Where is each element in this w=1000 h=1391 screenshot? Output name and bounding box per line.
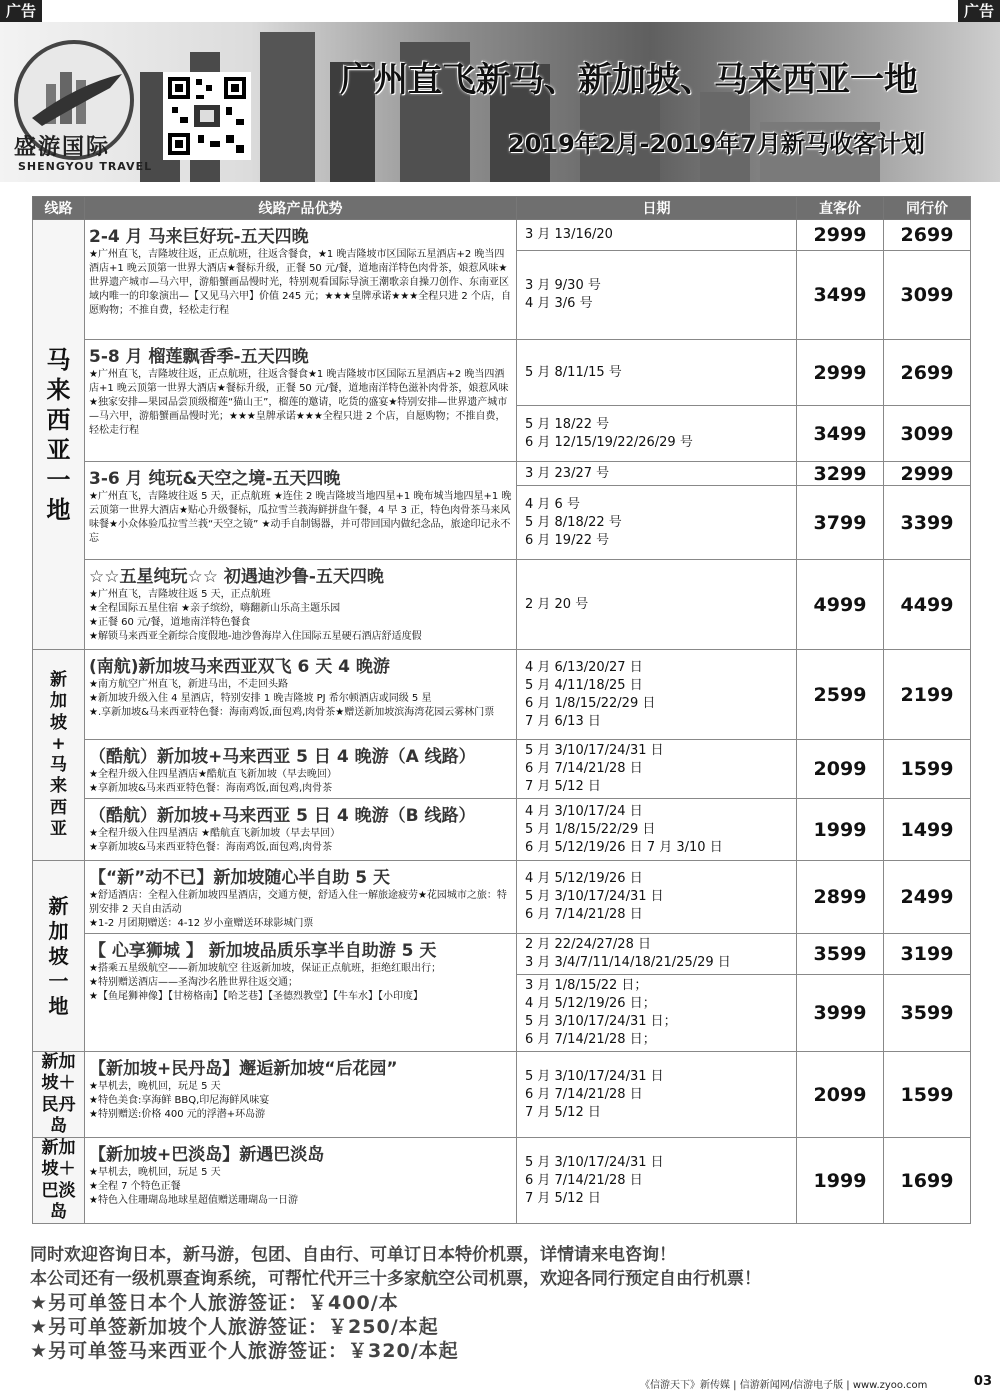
footer-line-5: ★另可单签马来西亚个人旅游签证：￥320/本起 bbox=[30, 1340, 459, 1362]
direct-price: 4999 bbox=[797, 560, 884, 650]
col-date-header: 日期 bbox=[517, 197, 797, 220]
date-cell: 4 月 6/13/20/27 日 5 月 4/11/18/25 日 6 月 1/8/15/22/29 日 7 月 6/13 日 bbox=[517, 650, 797, 740]
direct-price: 3299 bbox=[797, 462, 884, 486]
product-title: （酷航）新加坡+马来西亚 5 日 4 晚游（A 线路） bbox=[89, 747, 476, 767]
footer-notes bbox=[30, 1243, 980, 1363]
peer-price: 1499 bbox=[884, 799, 971, 861]
product-title: ☆☆五星纯玩☆☆ 初遇迪沙鲁-五天四晚 bbox=[89, 567, 384, 587]
product-description: ★早机去，晚机回，玩足 5 天 ★全程 7 个特色正餐 ★特色入住珊瑚岛地球星超值赠送珊瑚岛一日游 bbox=[89, 1167, 298, 1206]
logo-text-en: SHENGYOU TRAVEL bbox=[18, 160, 153, 173]
direct-price: 2099 bbox=[797, 1052, 884, 1138]
direct-price: 2999 bbox=[797, 220, 884, 251]
peer-price: 1599 bbox=[884, 1052, 971, 1138]
product-cell bbox=[85, 861, 517, 934]
route-singapore: 新 加 坡 一 地 bbox=[33, 861, 85, 1052]
product-title: （酷航）新加坡+马来西亚 5 日 4 晚游（B 线路） bbox=[89, 806, 476, 826]
peer-price: 4499 bbox=[884, 560, 971, 650]
product-title: 【 心享狮城 】 新加坡品质乐享半自助游 5 天 bbox=[89, 941, 437, 961]
date-cell: 4 月 5/12/19/26 日 5 月 3/10/17/24/31 日 6 月 7/14/21/28 日 bbox=[517, 861, 797, 934]
direct-price: 2599 bbox=[797, 650, 884, 740]
peer-price: 3399 bbox=[884, 486, 971, 560]
col-direct-price-header: 直客价 bbox=[797, 197, 884, 220]
date-cell: 5 月 3/10/17/24/31 日 6 月 7/14/21/28 日 7 月 5/12 日 bbox=[517, 1138, 797, 1224]
page-number: 03 bbox=[973, 1374, 992, 1389]
direct-price: 2999 bbox=[797, 340, 884, 406]
header-banner bbox=[0, 22, 1000, 182]
product-cell bbox=[85, 462, 517, 560]
logo-text-cn: 盛游国际 bbox=[14, 135, 111, 160]
route-sg-batam: 新加 坡＋ 巴淡 岛 bbox=[33, 1138, 85, 1224]
product-cell bbox=[85, 650, 517, 740]
itinerary-table-wrapper bbox=[32, 196, 970, 1224]
product-description: ★广州直飞，吉隆坡往返 5 天，正点航班 ★全程国际五星住宿 ★亲子缤纷，嗨翻新山乐高主题乐园 ★正餐 60 元/餐，道地南洋特色餐食 ★解锁马来西亚全新综合度假地-迪沙鲁海岸入住国际五星硬石酒店舒适度假 bbox=[89, 589, 422, 642]
peer-price: 2999 bbox=[884, 462, 971, 486]
table-row bbox=[33, 861, 971, 934]
direct-price: 1999 bbox=[797, 1138, 884, 1224]
product-cell bbox=[85, 799, 517, 861]
page-subtitle: 2019年2月-2019年7月新马收客计划 bbox=[508, 130, 925, 158]
direct-price: 3999 bbox=[797, 975, 884, 1052]
ad-label-right: 广告 bbox=[958, 0, 1000, 22]
product-title: 【新加坡+民丹岛】邂逅新加坡“后花园” bbox=[89, 1059, 398, 1079]
date-cell: 5 月 18/22 号 6 月 12/15/19/22/26/29 号 bbox=[517, 406, 797, 462]
qr-code bbox=[163, 72, 251, 160]
table-row bbox=[33, 560, 971, 650]
direct-price: 3799 bbox=[797, 486, 884, 560]
product-title: 【新加坡+巴淡岛】新遇巴淡岛 bbox=[89, 1145, 325, 1165]
route-malaysia: 马 来 西 亚 一 地 bbox=[33, 220, 85, 650]
table-row bbox=[33, 1138, 971, 1224]
product-title: 5-8 月 榴莲飘香季-五天四晚 bbox=[89, 347, 309, 367]
direct-price: 3499 bbox=[797, 251, 884, 340]
peer-price: 3099 bbox=[884, 251, 971, 340]
date-cell: 3 月 23/27 号 bbox=[517, 462, 797, 486]
direct-price: 3499 bbox=[797, 406, 884, 462]
peer-price: 3199 bbox=[884, 934, 971, 975]
product-description: ★广州直飞，吉隆坡往返 5 天，正点航班 ★连住 2 晚吉隆坡当地四星+1 晚布城当地四星+1 晚云顶第一世界大酒店★贴心升级餐标，瓜拉雪兰莪海鲜拼盘午餐，4 早 3 正，特色肉骨茶马来风味餐★小众体验瓜拉雪兰莪“天空之镜” ★动手自制锡器，并可带回国内做纪念品，旅途印记永不忘 bbox=[89, 491, 512, 544]
publisher-line: 《信游天下》新传媒 | 信游新闻网/信游电子版 | www.zyoo.com bbox=[640, 1380, 928, 1391]
peer-price: 2699 bbox=[884, 340, 971, 406]
date-cell: 4 月 3/10/17/24 日 5 月 1/8/15/22/29 日 6 月 5/12/19/26 日 7 月 3/10 日 bbox=[517, 799, 797, 861]
col-product-header: 线路产品优势 bbox=[85, 197, 517, 220]
table-row bbox=[33, 650, 971, 740]
peer-price: 1699 bbox=[884, 1138, 971, 1224]
date-cell: 5 月 3/10/17/24/31 日 6 月 7/14/21/28 日 7 月 5/12 日 bbox=[517, 1052, 797, 1138]
table-row bbox=[33, 462, 971, 486]
peer-price: 3599 bbox=[884, 975, 971, 1052]
product-description: ★舒适酒店：全程入住新加坡四星酒店，交通方便，舒适入住一解旅途疲劳★花园城市之旅：特别安排 2 天自由活动 ★1-2 月团期赠送：4-12 岁小童赠送环球影城门票 bbox=[89, 890, 507, 929]
product-description: ★早机去，晚机回，玩足 5 天 ★特色美食:享海鲜 BBQ,印尼海鲜风味宴 ★特别赠送:价格 400 元的浮潜+环岛游 bbox=[89, 1081, 270, 1120]
product-title: 2-4 月 马来巨好玩-五天四晚 bbox=[89, 227, 309, 247]
product-description: ★南方航空广州直飞，新进马出，不走回头路 ★新加坡升级入住 4 星酒店，特别安排 1 晚吉隆坡 PJ 希尔顿酒店或同级 5 星 ★.享新加坡&马来西亚特色餐：海南鸡饭,面包鸡,肉骨茶★赠送新加坡滨海湾花园云雾林门票 bbox=[89, 679, 495, 718]
product-cell bbox=[85, 1052, 517, 1138]
date-cell: 3 月 9/30 号 4 月 3/6 号 bbox=[517, 251, 797, 340]
page-title: 广州直飞新马、新加坡、马来西亚一地 bbox=[340, 60, 918, 100]
product-description: ★广州直飞，吉隆坡往返，正点航班，往返含餐食★1 晚吉隆坡市区国际五星酒店+2 晚当四酒店+1 晚云顶第一世界大酒店★餐标升级，正餐 50 元/餐，道地南洋特色滋补肉骨茶，娘惹风味 ★独家安排—果园品尝顶级榴莲“猫山王”，榴莲的邀请，吃货的盛宴★特别安排—世界遗产城市—马六甲，游船蟹画品慢时光；★★★皇牌承诺★★★全程只进 2 个店，自愿购物；不推自费，轻松走行程 bbox=[89, 369, 509, 436]
route-sg-bintan: 新加 坡＋ 民丹 岛 bbox=[33, 1052, 85, 1138]
col-peer-price-header: 同行价 bbox=[884, 197, 971, 220]
product-description: ★全程升级入住四星酒店★酷航直飞新加坡（早去晚回） ★享新加坡&马来西亚特色餐：海南鸡饭,面包鸡,肉骨茶 bbox=[89, 769, 337, 794]
direct-price: 2899 bbox=[797, 861, 884, 934]
date-cell: 2 月 22/24/27/28 日 3 月 3/4/7/11/14/18/21/25/29 日 bbox=[517, 934, 797, 975]
date-cell: 4 月 6 号 5 月 8/18/22 号 6 月 19/22 号 bbox=[517, 486, 797, 560]
product-cell bbox=[85, 934, 517, 1052]
product-description: ★广州直飞，吉隆坡往返，正点航班，往返含餐食，★1 晚吉隆坡市区国际五星酒店+2 晚当四酒店+1 晚云顶第一世界大酒店★餐标升级，正餐 50 元/餐，道地南洋特色肉骨茶，娘惹风味★世界遗产城市—马六甲，游船蟹画品慢时光，特别观看国际导演王潮歌亲自操刀创作、东南亚区域内唯一的印象演出—【又见马六甲】价值 245 元；★★★皇牌承诺★★★全程只进 2 个店，自愿购物；不推自费，轻松走行程 bbox=[89, 249, 511, 316]
table-row bbox=[33, 220, 971, 251]
peer-price: 1599 bbox=[884, 740, 971, 799]
date-cell: 3 月 1/8/15/22 日； 4 月 5/12/19/26 日； 5 月 3/10/17/24/31 日； 6 月 7/14/21/28 日； bbox=[517, 975, 797, 1052]
table-row bbox=[33, 934, 971, 975]
ad-label-left: 广告 bbox=[0, 0, 42, 22]
product-title: 【“新”动不已】新加坡随心半自助 5 天 bbox=[89, 868, 391, 888]
peer-price: 2699 bbox=[884, 220, 971, 251]
col-route-header: 线路 bbox=[33, 197, 85, 220]
date-cell: 2 月 20 号 bbox=[517, 560, 797, 650]
product-title: 3-6 月 纯玩&天空之境-五天四晚 bbox=[89, 469, 341, 489]
product-title: (南航)新加坡马来西亚双飞 6 天 4 晚游 bbox=[89, 657, 390, 677]
peer-price: 3099 bbox=[884, 406, 971, 462]
table-row bbox=[33, 740, 971, 799]
peer-price: 2499 bbox=[884, 861, 971, 934]
product-description: ★全程升级入住四星酒店 ★酷航直飞新加坡（早去早回） ★享新加坡&马来西亚特色餐：海南鸡饭,面包鸡,肉骨茶 bbox=[89, 828, 341, 853]
product-cell bbox=[85, 740, 517, 799]
product-cell bbox=[85, 340, 517, 462]
direct-price: 3599 bbox=[797, 934, 884, 975]
table-row bbox=[33, 799, 971, 861]
product-cell bbox=[85, 560, 517, 650]
footer-line-2: 本公司还有一级机票查询系统，可帮忙代开三十多家航空公司机票，欢迎各同行预定自由行机票！ bbox=[30, 1269, 761, 1289]
date-cell: 5 月 8/11/15 号 bbox=[517, 340, 797, 406]
table-header-row bbox=[33, 197, 971, 220]
product-cell bbox=[85, 220, 517, 340]
product-description: ★搭乘五星级航空——新加坡航空 往返新加坡，保证正点航班，拒绝红眼出行； ★特别赠送酒店——圣淘沙名胜世界往返交通； ★【鱼尾狮神像】【甘榜格南】【哈芝巷】【圣德烈教堂】【牛车水】【小印度】 bbox=[89, 963, 442, 1002]
footer-line-4: ★另可单签新加坡个人旅游签证：￥250/本起 bbox=[30, 1316, 439, 1338]
direct-price: 2099 bbox=[797, 740, 884, 799]
date-cell: 3 月 13/16/20 bbox=[517, 220, 797, 251]
table-row bbox=[33, 1052, 971, 1138]
footer-line-1: 同时欢迎咨询日本，新马游，包团、自由行、可单订日本特价机票，详情请来电咨询！ bbox=[30, 1245, 676, 1265]
date-cell: 5 月 3/10/17/24/31 日 6 月 7/14/21/28 日 7 月 5/12 日 bbox=[517, 740, 797, 799]
peer-price: 2199 bbox=[884, 650, 971, 740]
itinerary-table bbox=[32, 196, 971, 1224]
footer-line-3: ★另可单签日本个人旅游签证：￥400/本 bbox=[30, 1292, 399, 1314]
table-row bbox=[33, 340, 971, 406]
direct-price: 1999 bbox=[797, 799, 884, 861]
route-sg-my: 新 加 坡 + 马 来 西 亚 bbox=[33, 650, 85, 861]
product-cell bbox=[85, 1138, 517, 1224]
